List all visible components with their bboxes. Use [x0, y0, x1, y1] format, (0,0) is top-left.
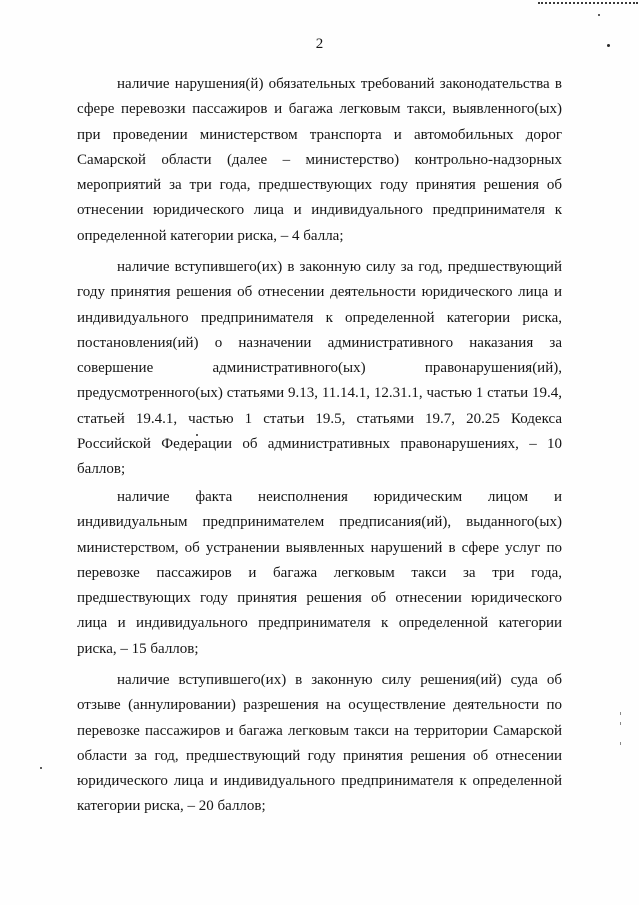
scan-artifact — [620, 742, 621, 745]
scan-speck — [598, 14, 600, 16]
paragraph: наличие нарушения(й) обязательных требований законодательства в сфере перевозки пассажиров и багажа легковым такси, выявленного(ых) при проведении министерством транспорта и автомобильных дорог Самарской области (далее – министерство) контрольно-надзорных мероприятий за три года, предшествующих году принятия решения об отнесении юридического лица и индивидуального предпринимателя к определенной категории риска, – 4 балла; — [77, 76, 562, 244]
scan-speck — [40, 767, 42, 769]
scan-artifact — [538, 2, 638, 6]
scan-artifact — [620, 712, 621, 715]
scan-artifact — [620, 722, 621, 725]
paragraph: наличие вступившего(их) в законную силу решения(ий) суда об отзыве (аннулировании) разрешения на осуществление деятельности по перевозке пассажиров и багажа легковым такси на территории Самарской области за год, предшествующий году принятия решения об отнесении юридического лица и индивидуального предпринимателя к определенной категории риска, – 20 баллов; — [77, 672, 562, 815]
page-number: 2 — [315, 36, 324, 52]
paragraph: наличие вступившего(их) в законную силу за год, предшествующий году принятия решения об отнесении деятельности юридического лица и индивидуального предпринимателя к определенной категории риска, постановления(ий) о назначении административного наказания за совершение административного(ых) правонарушения(ий), предусмотренного(ых) статьями 9.13, 11.14.1, 12.31.1, частью 1 статьи 19.4, статьей 19.4.1, частью 1 статьи 19.5, статьями 19.7, 20.25 Кодекса Российской Федерации об административных правонарушениях, – 10 баллов; — [77, 259, 562, 478]
paragraph: наличие факта неисполнения юридическим лицом и индивидуальным предпринимателем предписания(ий), выданного(ых) министерством, об устранении выявленных нарушений в сфере услуг по перевозке пассажиров и багажа легковым такси за три года, предшествующих году принятия решения об отнесении юридического лица и индивидуального предпринимателя к определенной категории риска, – 15 баллов; — [77, 489, 562, 657]
